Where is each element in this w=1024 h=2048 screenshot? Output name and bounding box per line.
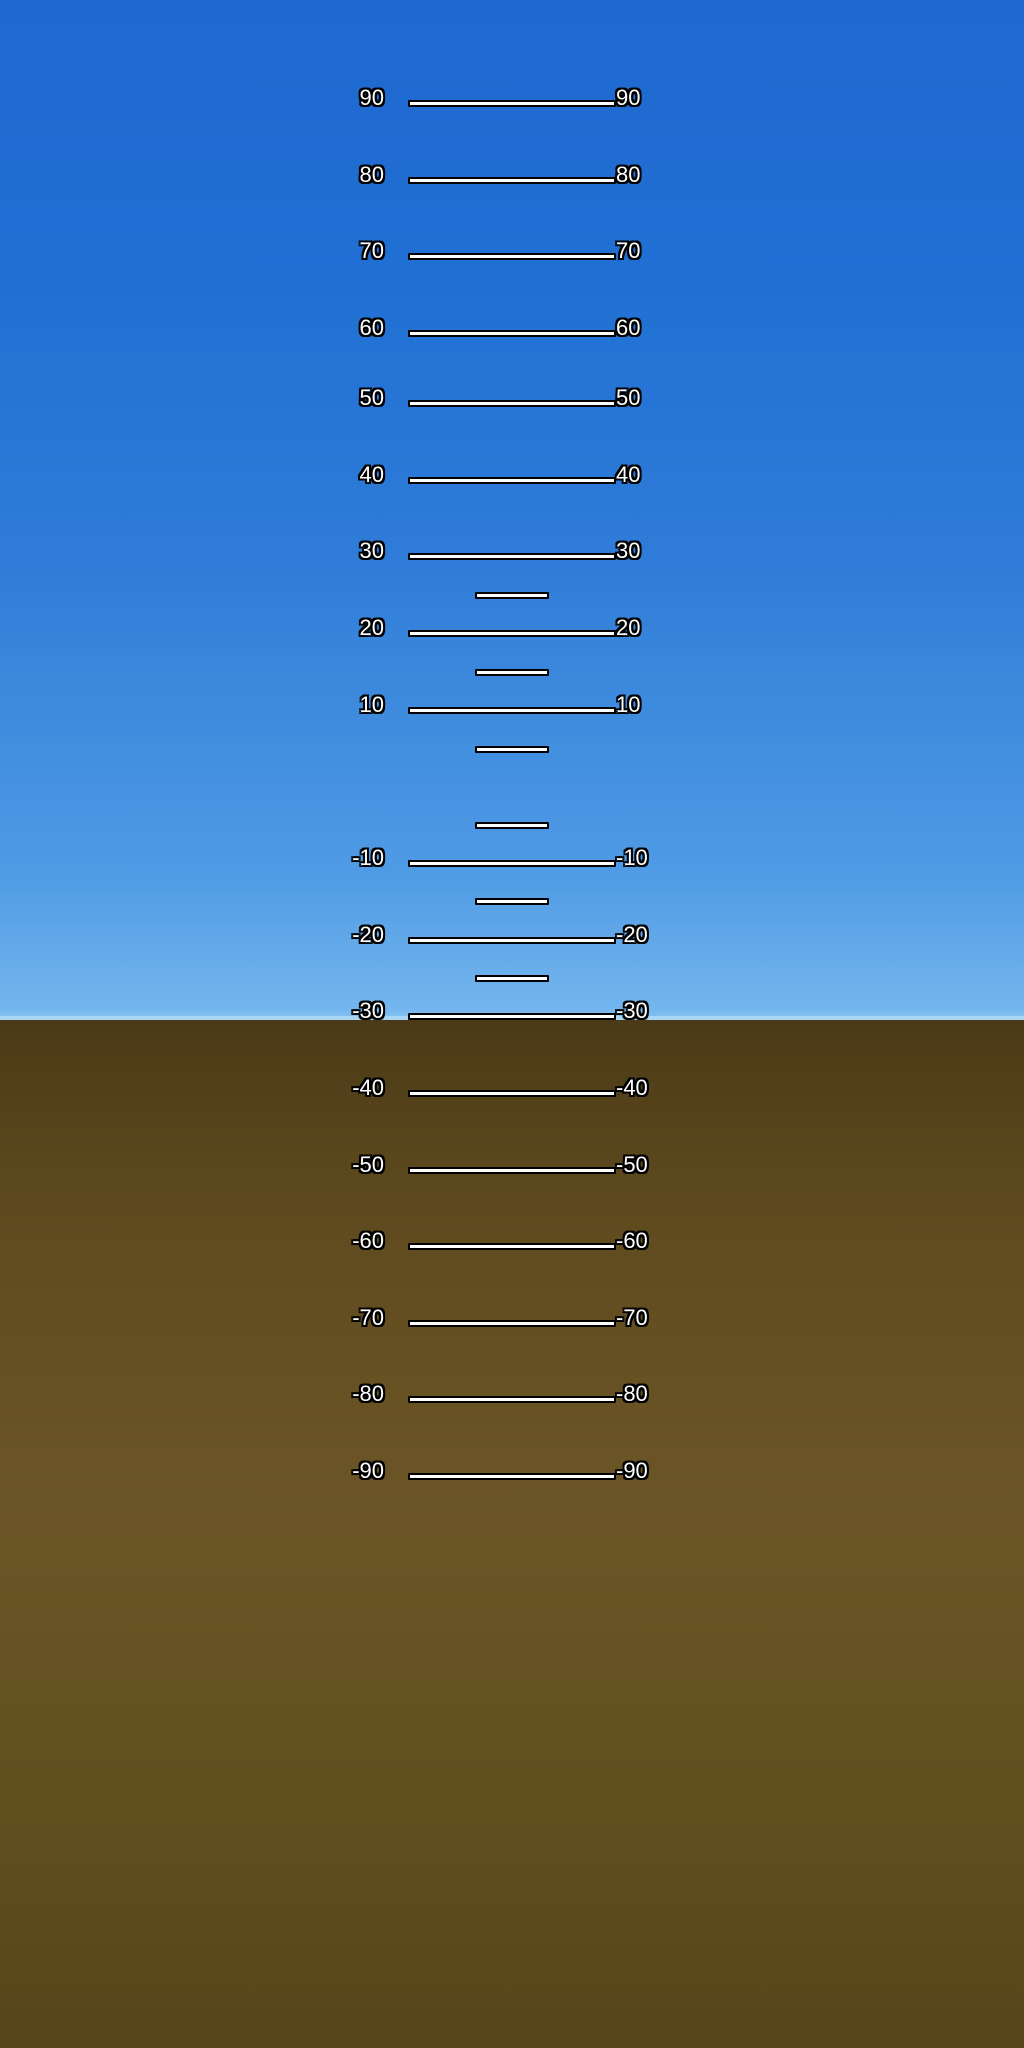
pitch-rung-bar bbox=[408, 1167, 616, 1174]
pitch-label-right: 80 bbox=[616, 162, 641, 187]
pitch-label-left: 30 bbox=[359, 538, 384, 563]
pitch-label-left: -70 bbox=[352, 1305, 384, 1330]
pitch-rung-bar bbox=[475, 592, 549, 599]
pitch-label-left: 90 bbox=[359, 85, 384, 110]
pitch-label-left: -10 bbox=[352, 845, 384, 870]
pitch-rung-bar bbox=[408, 1473, 616, 1480]
pitch-rung-bar bbox=[408, 937, 616, 944]
pitch-label-right: -20 bbox=[616, 922, 648, 947]
pitch-label-right: -90 bbox=[616, 1458, 648, 1483]
pitch-rung-bar bbox=[475, 975, 549, 982]
pitch-label-right: 60 bbox=[616, 315, 641, 340]
pitch-label-right: 30 bbox=[616, 538, 641, 563]
pitch-rung-bar bbox=[475, 822, 549, 829]
pitch-label-left: 80 bbox=[359, 162, 384, 187]
pitch-rung-bar bbox=[408, 1243, 616, 1250]
pitch-rung-bar bbox=[408, 1396, 616, 1403]
pitch-label-right: 40 bbox=[616, 462, 641, 487]
pitch-label-left: -40 bbox=[352, 1075, 384, 1100]
pitch-rung-bar bbox=[408, 707, 616, 714]
pitch-label-right: -10 bbox=[616, 845, 648, 870]
pitch-rung-bar bbox=[408, 1013, 616, 1020]
pitch-rung-bar bbox=[408, 630, 616, 637]
pitch-rung-bar bbox=[408, 553, 616, 560]
pitch-rung-bar bbox=[475, 669, 549, 676]
pitch-label-left: -50 bbox=[352, 1152, 384, 1177]
pitch-label-left: -30 bbox=[352, 998, 384, 1023]
pitch-label-right: -50 bbox=[616, 1152, 648, 1177]
pitch-rung-bar bbox=[408, 477, 616, 484]
pitch-label-left: -60 bbox=[352, 1228, 384, 1253]
pitch-label-left: 20 bbox=[359, 615, 384, 640]
pitch-label-left: 70 bbox=[359, 238, 384, 263]
pitch-rung-bar bbox=[408, 330, 616, 337]
pitch-label-right: -40 bbox=[616, 1075, 648, 1100]
pitch-label-right: 20 bbox=[616, 615, 641, 640]
pitch-rung-bar bbox=[475, 898, 549, 905]
pitch-rung-bar bbox=[408, 177, 616, 184]
pitch-label-left: 50 bbox=[359, 385, 384, 410]
pitch-label-left: 40 bbox=[359, 462, 384, 487]
pitch-rung-bar bbox=[408, 1090, 616, 1097]
pitch-rung-bar bbox=[408, 100, 616, 107]
pitch-rung-bar bbox=[408, 860, 616, 867]
pitch-rung-bar bbox=[408, 400, 616, 407]
pitch-label-right: -70 bbox=[616, 1305, 648, 1330]
pitch-rung-bar bbox=[408, 1320, 616, 1327]
pitch-label-right: 70 bbox=[616, 238, 641, 263]
pitch-label-left: -90 bbox=[352, 1458, 384, 1483]
pitch-rung-bar bbox=[408, 253, 616, 260]
pitch-label-left: -80 bbox=[352, 1381, 384, 1406]
pitch-label-left: 60 bbox=[359, 315, 384, 340]
pitch-label-right: -30 bbox=[616, 998, 648, 1023]
pitch-label-right: 90 bbox=[616, 85, 641, 110]
pitch-label-left: 10 bbox=[359, 692, 384, 717]
pitch-label-left: -20 bbox=[352, 922, 384, 947]
pitch-label-right: -80 bbox=[616, 1381, 648, 1406]
pitch-label-right: 10 bbox=[616, 692, 641, 717]
pitch-rung-bar bbox=[475, 746, 549, 753]
pitch-label-right: 50 bbox=[616, 385, 641, 410]
pitch-label-right: -60 bbox=[616, 1228, 648, 1253]
